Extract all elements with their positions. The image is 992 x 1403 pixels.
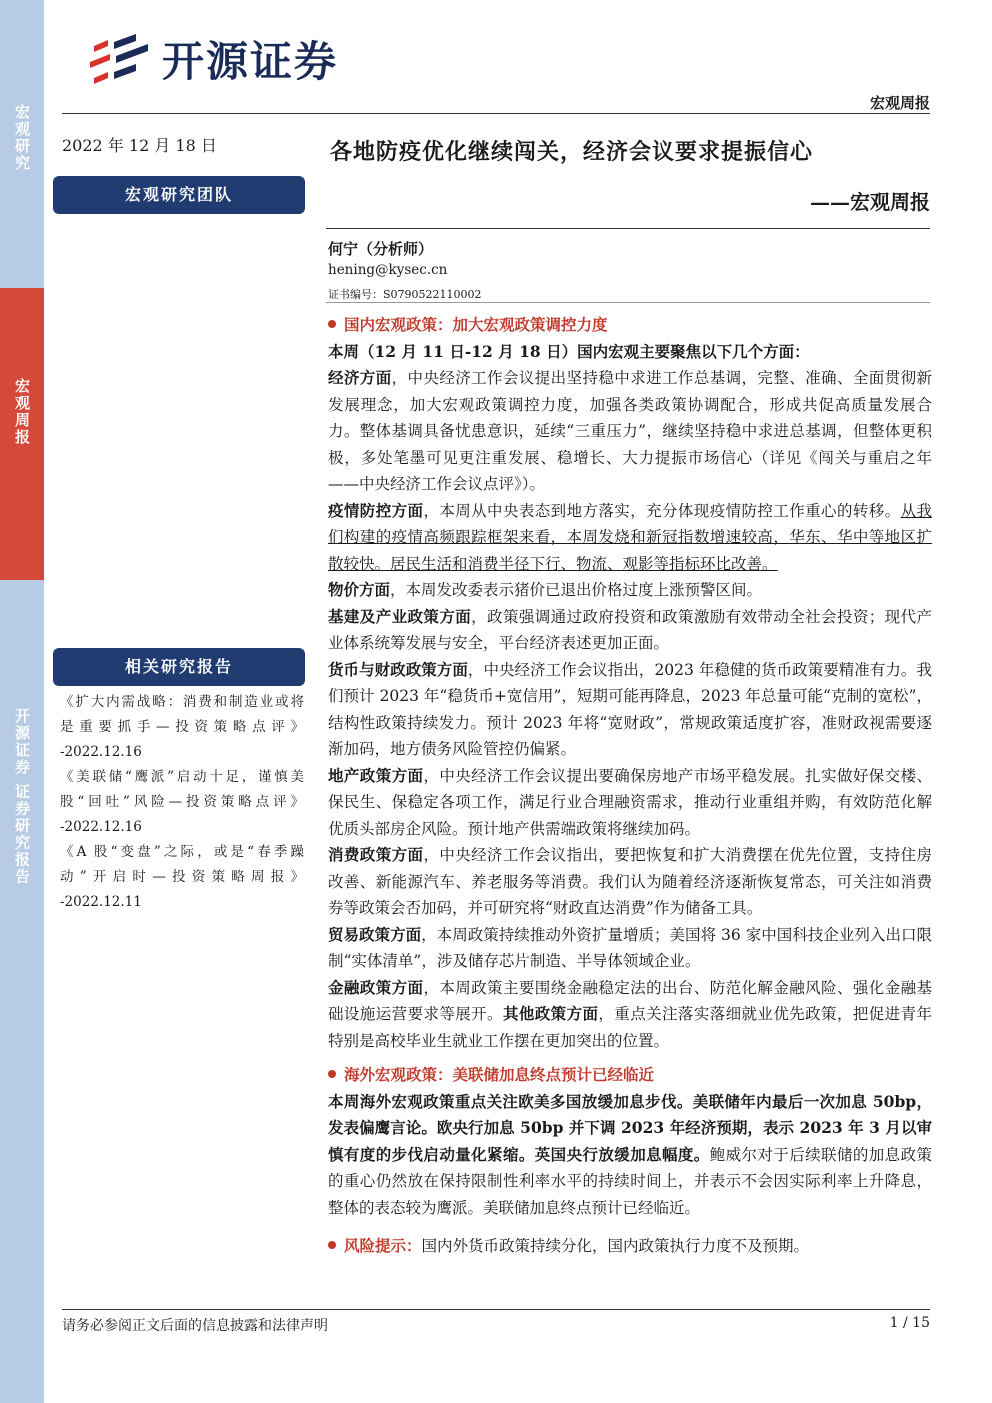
related-report-title-line2: 股“回吐”风险—投资策略点评》 [60, 794, 304, 810]
epidemic-underlined-text: 从我们构建的疫情高频跟踪框架来看，本周发烧和新冠指数增速较高，华东、华中等地区扩散较快。居民生活和消费半径下行、物流、观影等指标环比改善。 [328, 501, 932, 573]
bullet-dot-icon [328, 320, 336, 328]
brand-name: 开源证券 [162, 37, 339, 86]
analyst-divider [326, 302, 930, 303]
paragraph-infrastructure: 基建及产业政策方面，政策强调通过政府投资和政策激励有效带动全社会投资；现代产业体系统筹发展与安全，平台经济表述更加正面。 [328, 606, 932, 652]
analyst-cert: 证书编号：S0790522110002 [328, 288, 482, 301]
paragraph-overseas: 本周海外宏观政策重点关注欧美多国放缓加息步伐。美联储年内最后一次加息 50bp，发表偏鹰言论。欧央行加息 50bp 并下调 2023 年经济预期，表示 2023 年 3 月以审慎有度的步伐启动量化紧缩。英国央行放缓加息幅度。鲍威尔对于后续联储的加息政策的重心仍然放在保持限制性利率水平的持续时间上，并表示不会因实际利率上升降息，整体的表态较为鹰派。美联储加息终点预计已经临近。 [328, 1091, 932, 1217]
related-report-title-line1: 《A 股“变盘”之际，或是“春季躁 [60, 844, 304, 860]
sidebar-label-research: 宏观研究 [13, 104, 31, 172]
section-overseas-heading: 海外宏观政策：美联储加息终点预计已经临近 [328, 1062, 932, 1089]
section-domestic-intro: 本周（12 月 11 日-12 月 18 日）国内宏观主要聚焦以下几个方面： [328, 341, 810, 361]
paragraph-monetary-fiscal: 货币与财政政策方面，中央经济工作会议指出，2023 年稳健的货币政策要精准有力。我们预计 2023 年“稳货币+宽信用”，短期可能再降息，2023 年总量可能“克制的宽松”，结构性政策持续发力。预计 2023 年将“宽财政”，常规政策适度扩容，准财政视需要逐渐加码，地方债务风险管控仍偏紧。 [328, 659, 932, 758]
report-date: 2022 年 12 月 18 日 [62, 136, 217, 155]
risk-warning: 风险提示：国内外货币政策持续分化，国内政策执行力度不及预期。 [328, 1233, 932, 1260]
footer-disclaimer: 请务必参阅正文后面的信息披露和法律声明 [62, 1318, 328, 1334]
related-report-item[interactable] [60, 840, 304, 915]
report-body [328, 312, 932, 1260]
report-type-header: 宏观周报 [869, 94, 930, 112]
brand-logo-icon [88, 32, 154, 86]
related-reports-list [60, 690, 304, 915]
bullet-dot-icon [328, 1070, 336, 1078]
page-title: 各地防疫优化继续闯关，经济会议要求提振信心 [330, 139, 814, 165]
related-report-title-line2: 动”开启时—投资策略周报》 [60, 869, 304, 885]
page-subtitle: ——宏观周报 [810, 190, 930, 214]
related-report-date: -2022.12.16 [60, 744, 142, 760]
related-report-title-line1: 《美联储“鹰派”启动十足，谨慎美 [60, 769, 304, 785]
footer-divider [62, 1309, 930, 1310]
analyst-email[interactable]: hening@kysec.cn [328, 262, 448, 278]
title-divider [326, 228, 930, 229]
related-report-item[interactable] [60, 690, 304, 765]
related-report-title-line2: 是重要抓手—投资策略点评》 [60, 719, 304, 735]
analyst-name: 何宁（分析师） [328, 240, 434, 258]
paragraph-consumption: 消费政策方面，中央经济工作会议指出，要把恢复和扩大消费摆在优先位置，支持住房改善、新能源汽车、养老服务等消费。我们认为随着经济逐渐恢复常态，可关注如消费券等政策会否加码，并可研究将“财政直达消费”作为储备工具。 [328, 845, 932, 917]
related-report-date: -2022.12.16 [60, 819, 142, 835]
brand-logo [88, 30, 338, 88]
related-report-title-line1: 《扩大内需战略：消费和制造业或将 [60, 694, 304, 710]
paragraph-prices: 物价方面，本周发改委表示猪价已退出价格过度上涨预警区间。 [328, 580, 763, 599]
bullet-dot-icon [328, 1241, 336, 1249]
paragraph-trade: 贸易政策方面，本周政策持续推动外资扩量增质；美国将 36 家中国科技企业列入出口限制“实体清单”，涉及储存芯片制造、半导体领域企业。 [328, 924, 932, 970]
related-report-date: -2022.12.11 [60, 894, 142, 910]
paragraph-real-estate: 地产政策方面，中央经济工作会议提出要确保房地产市场平稳发展。扎实做好保交楼、保民生、保稳定各项工作，满足行业合理融资需求，推动行业重组并购，有效防范化解优质头部房企风险。预计地产供需端政策将继续加码。 [328, 765, 932, 838]
related-report-item[interactable] [60, 765, 304, 840]
related-reports-label: 相关研究报告 [53, 648, 305, 686]
page-number: 1 / 15 [889, 1315, 930, 1331]
sidebar-label-weekly: 宏观周报 [13, 378, 31, 446]
sidebar-bottom-band [0, 580, 44, 1403]
paragraph-economy: 经济方面，中央经济工作会议提出坚持稳中求进工作总基调，完整、准确、全面贯彻新发展理念，加大宏观政策调控力度，加强各类政策协调配合，形成共促高质量发展合力。整体基调具备忧患意识，延续“三重压力”，继续坚持稳中求进总基调，但整体更积极，多处笔墨可见更注重发展、稳增长、大力提振市场信心（详见《闯关与重启之年——中央经济工作会议点评》）。 [328, 368, 932, 493]
paragraph-epidemic: 疫情防控方面，本周从中央表态到地方落实，充分体现疫情防控工作重心的转移。从我们构建的疫情高频跟踪框架来看，本周发烧和新冠指数增速较高，华东、华中等地区扩散较快。居民生活和消费半径下行、物流、观影等指标环比改善。 [328, 500, 932, 573]
section-domestic-heading: 国内宏观政策：加大宏观政策调控力度 [328, 312, 932, 339]
header-divider [62, 113, 930, 114]
paragraph-finance: 金融政策方面，本周政策主要围绕金融稳定法的出台、防范化解金融风险、强化金融基础设施运营要求等展开。其他政策方面，重点关注落实落细就业优先政策，把促进青年特别是高校毕业生就业工作摆在更加突出的位置。 [328, 977, 932, 1050]
sidebar-label-brand: 开源证券 证券研究报告 [13, 708, 31, 886]
team-label-box: 宏观研究团队 [53, 176, 305, 214]
